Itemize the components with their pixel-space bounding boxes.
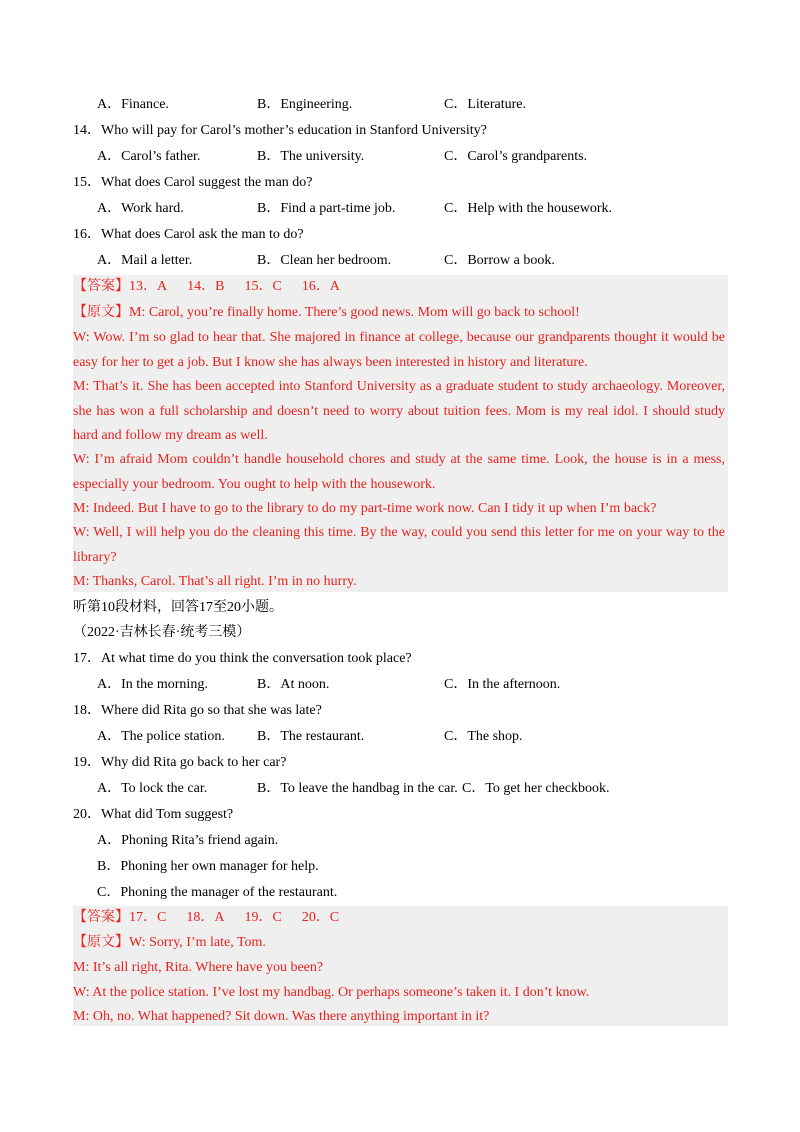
transcript-line: M: Carol, you’re finally home. There’s good news. Mom will go back to school!: [129, 305, 580, 320]
answer-item: 17．C: [129, 910, 167, 925]
q18-option-a: A．The police station.: [97, 729, 225, 744]
answer-item: 14．B: [187, 279, 225, 294]
answer-item: 16．A: [301, 279, 340, 294]
answer-item: 13．A: [129, 279, 168, 294]
transcript-paragraph: W: Wow. I’m so glad to hear that. She majored in finance at college, because our grandparents thought it would be easy for her to get a job. But I know she has always been interested in history and literature.: [73, 330, 725, 370]
transcript-paragraph: M: That’s it. She has been accepted into Stanford University as a graduate student to study archaeology. Moreover, she has won a full scholarship and doesn’t need to worry about tuition fees. Mom is my real idol. I should study hard and follow my dream as well.: [73, 379, 725, 443]
answer-item: 20．C: [301, 910, 340, 925]
q20-option-a: A．Phoning Rita’s friend again.: [97, 833, 279, 848]
q14-question: 14．Who will pay for Carol’s mother’s education in Stanford University?: [73, 123, 487, 138]
q16-option-b: B．Clean her bedroom.: [257, 253, 392, 268]
q14-option-a: A．Carol’s father.: [97, 149, 201, 164]
transcript-paragraph: M: Indeed. But I have to go to the library to do my part-time work now. Can I tidy it up when I’m back?: [73, 501, 657, 516]
q17-option-c: C．In the afternoon.: [444, 677, 561, 692]
answer-label-1: 【答案】: [73, 279, 129, 294]
transcript-line: W: At the police station. I’ve lost my handbag. Or perhaps someone’s taken it. I don’t know.: [73, 985, 590, 1000]
transcript-paragraph: W: Well, I will help you do the cleaning this time. By the way, could you send this letter for me on your way to the library?: [73, 525, 725, 565]
q18-option-b: B．The restaurant.: [257, 729, 365, 744]
q20-question: 20．What did Tom suggest?: [73, 807, 234, 822]
section-instruction: 听第10段材料，回答17至20小题。: [73, 600, 283, 615]
transcript-first-line-2: [73, 931, 728, 955]
answer-item: 15．C: [244, 279, 282, 294]
q17-question: 17．At what time do you think the conversation took place?: [73, 651, 412, 666]
answer-block-2: [73, 906, 728, 1026]
answer-block-1: [73, 275, 728, 592]
q15-option-b: B．Find a part-time job.: [257, 201, 396, 216]
section-source: （2022·吉林长春·统考三模）: [73, 625, 251, 640]
q15-option-a: A．Work hard.: [97, 201, 184, 216]
q15-question: 15．What does Carol suggest the man do?: [73, 175, 313, 190]
transcript-line: M: It’s all right, Rita. Where have you been?: [73, 960, 324, 975]
q14-option-c: C．Carol’s grandparents.: [444, 149, 588, 164]
transcript-paragraph: W: I’m afraid Mom couldn’t handle household chores and study at the same time. Look, the house is in a mess, especially your bedroom. You ought to help with the housework.: [73, 452, 725, 492]
answer-item: 19．C: [244, 910, 282, 925]
q16-option-a: A．Mail a letter.: [97, 253, 193, 268]
q13-option-b: B．Engineering.: [257, 97, 353, 112]
answer-line-2: [73, 906, 728, 930]
q18-option-c: C．The shop.: [444, 729, 523, 744]
transcript-label-1: 【原文】: [73, 305, 129, 320]
q20-option-c: C．Phoning the manager of the restaurant.: [97, 885, 338, 900]
q15-option-c: C．Help with the housework.: [444, 201, 612, 216]
q16-option-c: C．Borrow a book.: [444, 253, 555, 268]
q19-option-a: A．To lock the car.: [97, 781, 208, 796]
q13-option-a: A．Finance.: [97, 97, 169, 112]
transcript-line: M: Oh, no. What happened? Sit down. Was there anything important in it?: [73, 1009, 490, 1024]
q16-question: 16．What does Carol ask the man to do?: [73, 227, 304, 242]
q19-question: 19．Why did Rita go back to her car?: [73, 755, 287, 770]
q19-option-c: C．To get her checkbook.: [462, 781, 610, 796]
q19-option-b: B．To leave the handbag in the car.: [257, 781, 458, 796]
answer-line-1: [73, 275, 728, 299]
q17-option-a: A．In the morning.: [97, 677, 208, 692]
q13-option-c: C．Literature.: [444, 97, 527, 112]
answer-item: 18．A: [186, 910, 225, 925]
q20-option-b: B．Phoning her own manager for help.: [97, 859, 319, 874]
transcript-paragraph: M: Thanks, Carol. That’s all right. I’m in no hurry.: [73, 574, 357, 589]
transcript-first-line-1: [73, 301, 728, 325]
q17-option-b: B．At noon.: [257, 677, 330, 692]
q14-option-b: B．The university.: [257, 149, 365, 164]
answer-label-2: 【答案】: [73, 910, 129, 925]
q18-question: 18．Where did Rita go so that she was late?: [73, 703, 322, 718]
transcript-line: W: Sorry, I’m late, Tom.: [129, 935, 266, 950]
transcript-label-2: 【原文】: [73, 935, 129, 950]
